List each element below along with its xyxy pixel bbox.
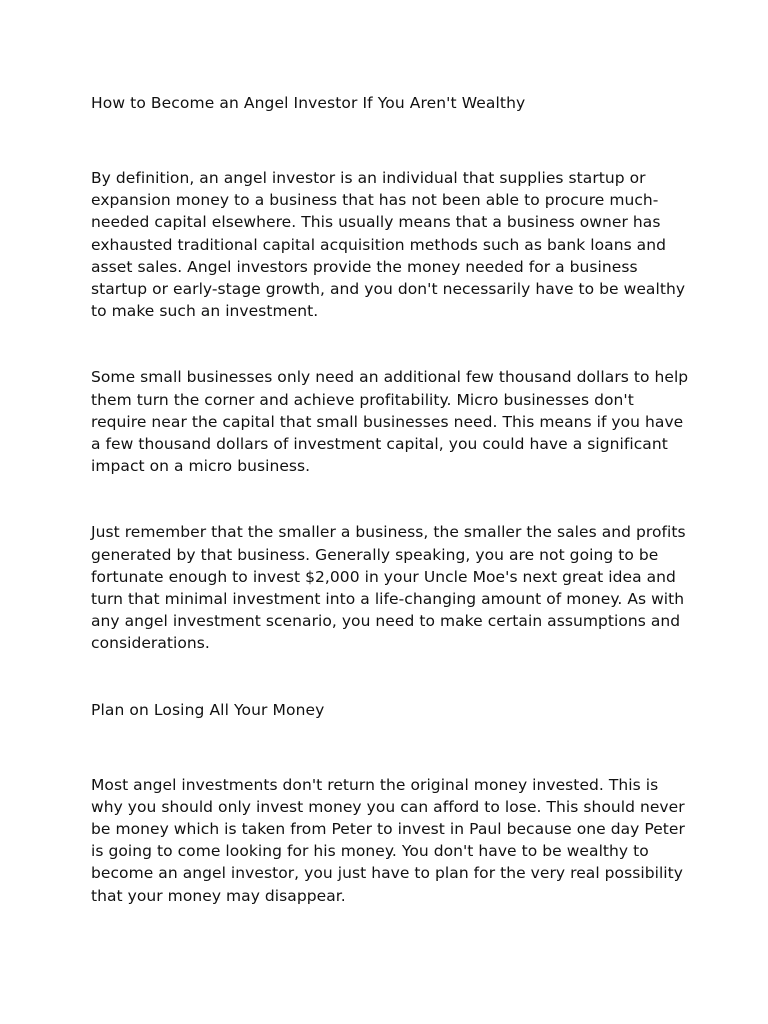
section-heading: Plan on Losing All Your Money [91, 700, 325, 719]
paragraph-smaller-business: Just remember that the smaller a business, the smaller the sales and profits generated by that business. Generally speaking, you are not going to be fortunate enough to invest $2,000 in your Uncle Moe's next great idea and turn that minimal investment into a life-changing amount of money. As with any angel investment scenario, you need to make certain assumptions and considerations. [91, 523, 686, 653]
document-body [91, 92, 691, 907]
document-title: How to Become an Angel Investor If You Aren't Wealthy [91, 94, 526, 112]
paragraph-losing-money: Most angel investments don't return the original money invested. This is why you should only invest money you can afford to lose. This should never be money which is taken from Peter to invest in Paul because one day Peter is going to come looking for his money. You don't have to be wealthy to become an angel investor, you just have to plan for the very real possibility that your money may disappear. [91, 775, 685, 905]
paragraph-definition: By definition, an angel investor is an individual that supplies startup or expansion money to a business that has not been able to procure much-needed capital elsewhere. This usually means that a business owner has exhausted traditional capital acquisition methods such as bank loans and asset sales. Angel investors provide the money needed for a business startup or early-stage growth, and you don't necessarily have to be wealthy to make such an investment. [91, 169, 686, 321]
paragraph-small-businesses: Some small businesses only need an additional few thousand dollars to help them turn the corner and achieve profitability. Micro businesses don't require near the capital that small businesses need. This means if you have a few thousand dollars of investment capital, you could have a significant impact on a micro business. [91, 368, 689, 476]
